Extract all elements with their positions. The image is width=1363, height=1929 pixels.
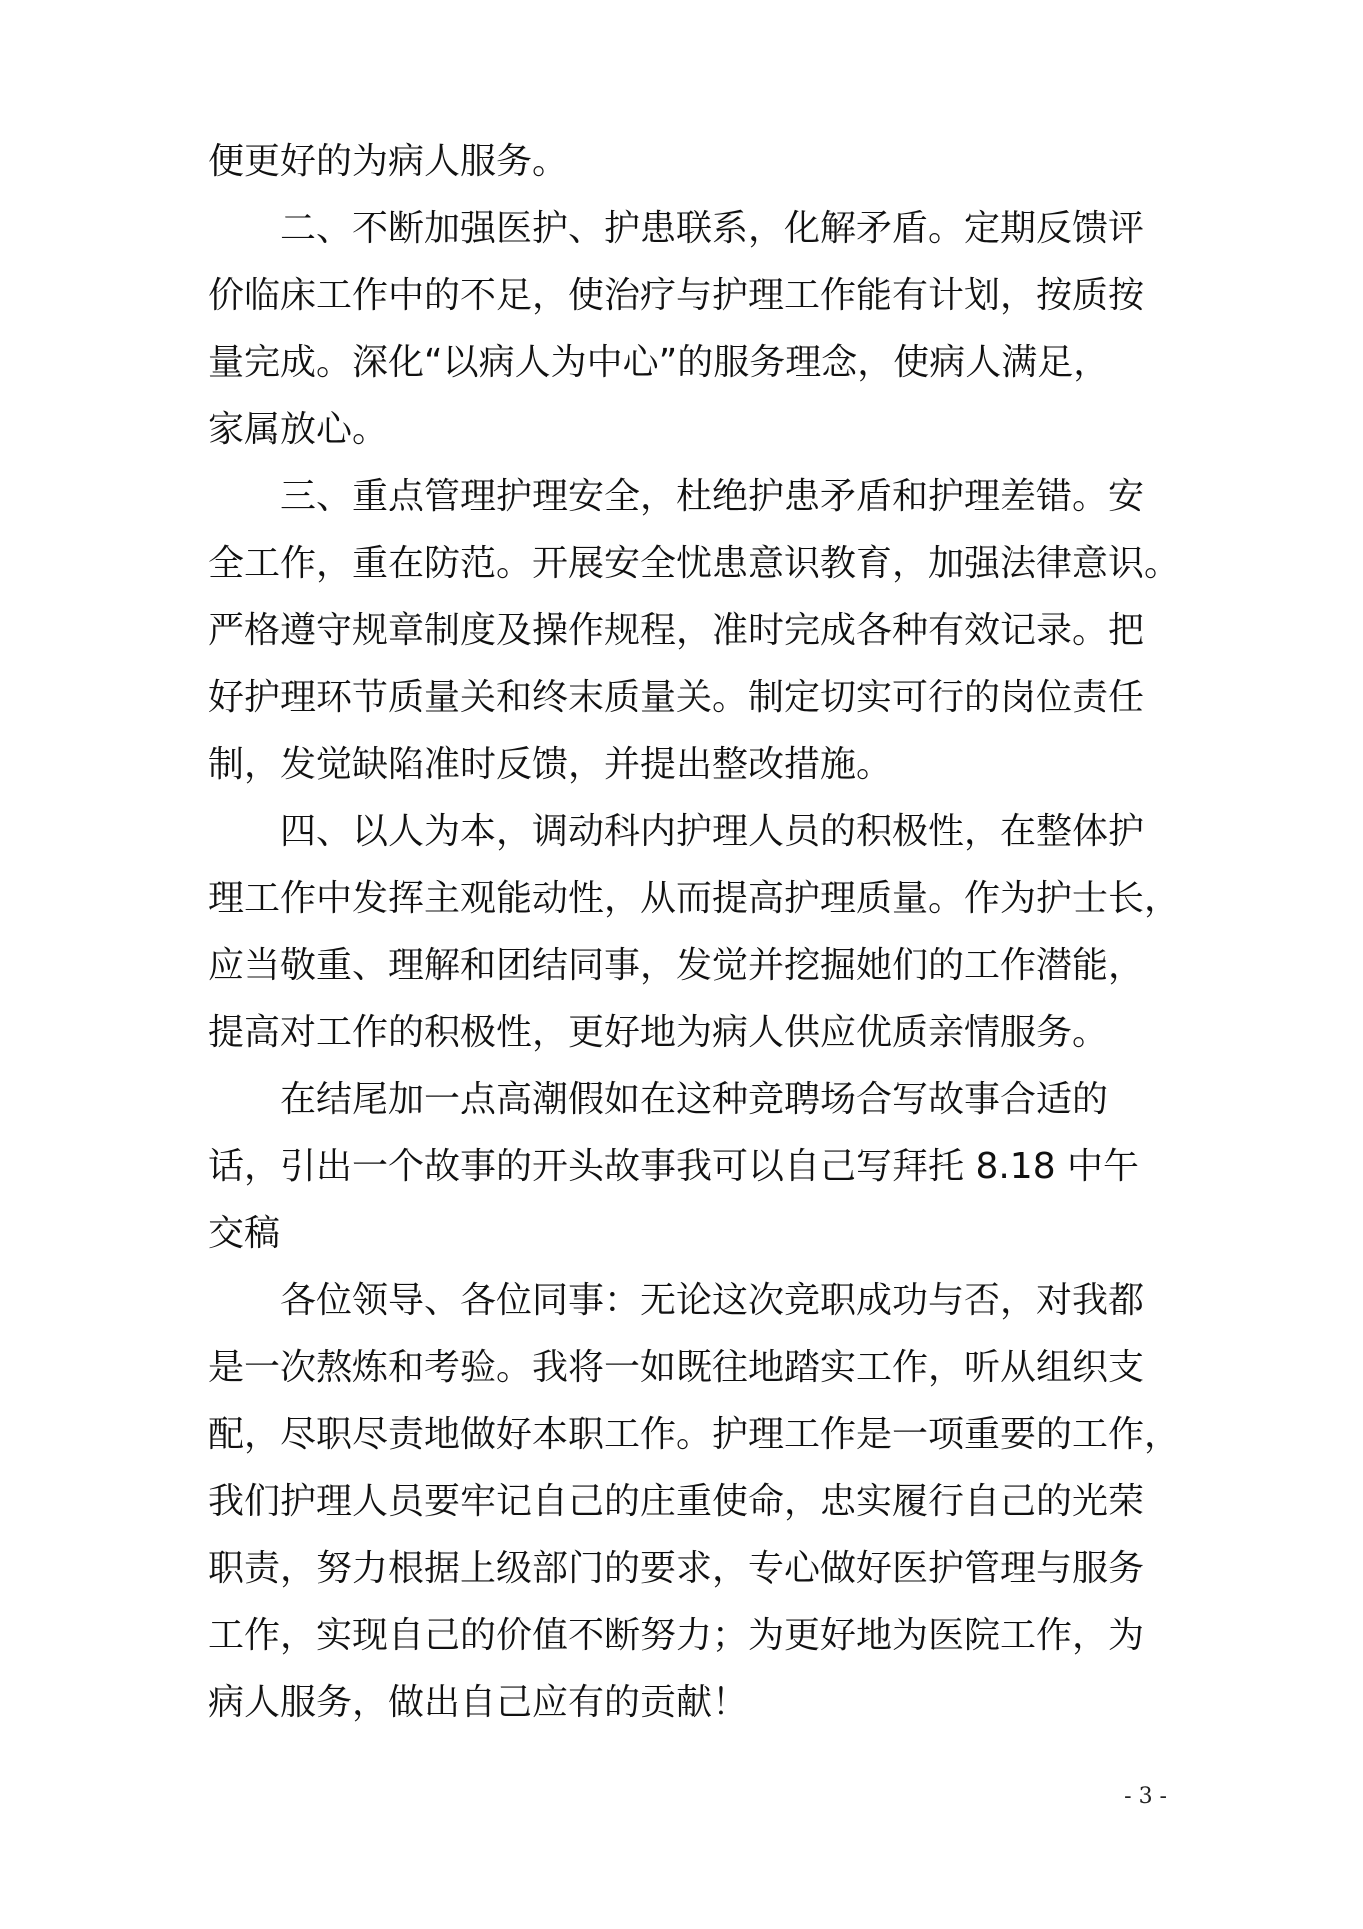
text-line: 理工作中发挥主观能动性，从而提高护理质量。作为护士长，	[208, 878, 1181, 919]
text-line: 二、不断加强医护、护患联系，化解矛盾。定期反馈评	[280, 208, 1145, 249]
text-line: 工作，实现自己的价值不断努力；为更好地为医院工作，为	[208, 1615, 1145, 1656]
text-line: 是一次熬炼和考验。我将一如既往地踏实工作，听从组织支	[208, 1347, 1145, 1388]
text-line: 话，引出一个故事的开头故事我可以自己写拜托 8.18 中午	[208, 1146, 1140, 1187]
text-line: 全工作，重在防范。开展安全忧患意识教育，加强法律意识。	[208, 543, 1181, 584]
text-line: 好护理环节质量关和终末质量关。制定切实可行的岗位责任	[208, 677, 1145, 718]
text-line: 应当敬重、理解和团结同事，发觉并挖掘她们的工作潜能，	[208, 945, 1145, 986]
text-line: 价临床工作中的不足，使治疗与护理工作能有计划，按质按	[208, 275, 1145, 316]
page-number: - 3 -	[1124, 1784, 1167, 1809]
text-line: 量完成。深化“以病人为中心”的服务理念，使病人满足，	[208, 342, 1110, 383]
text-line: 职责，努力根据上级部门的要求，专心做好医护管理与服务	[208, 1548, 1145, 1589]
text-line: 病人服务，做出自己应有的贡献！	[208, 1682, 749, 1723]
text-line: 提高对工作的积极性，更好地为病人供应优质亲情服务。	[208, 1012, 1109, 1053]
text-line: 各位领导、各位同事：无论这次竞职成功与否，对我都	[280, 1280, 1145, 1321]
text-line: 家属放心。	[208, 409, 389, 450]
text-line: 我们护理人员要牢记自己的庄重使命，忠实履行自己的光荣	[208, 1481, 1145, 1522]
text-line: 便更好的为病人服务。	[208, 141, 569, 182]
text-line: 在结尾加一点高潮假如在这种竞聘场合写故事合适的	[280, 1079, 1109, 1120]
text-line: 严格遵守规章制度及操作规程，准时完成各种有效记录。把	[208, 610, 1145, 651]
text-line: 配，尽职尽责地做好本职工作。护理工作是一项重要的工作，	[208, 1414, 1181, 1455]
document-body	[208, 128, 1181, 1736]
text-line: 三、重点管理护理安全，杜绝护患矛盾和护理差错。安	[280, 476, 1145, 517]
text-line: 制，发觉缺陷准时反馈，并提出整改措施。	[208, 744, 893, 785]
text-line: 交稿	[208, 1213, 281, 1254]
text-line: 四、以人为本，调动科内护理人员的积极性，在整体护	[280, 811, 1145, 852]
